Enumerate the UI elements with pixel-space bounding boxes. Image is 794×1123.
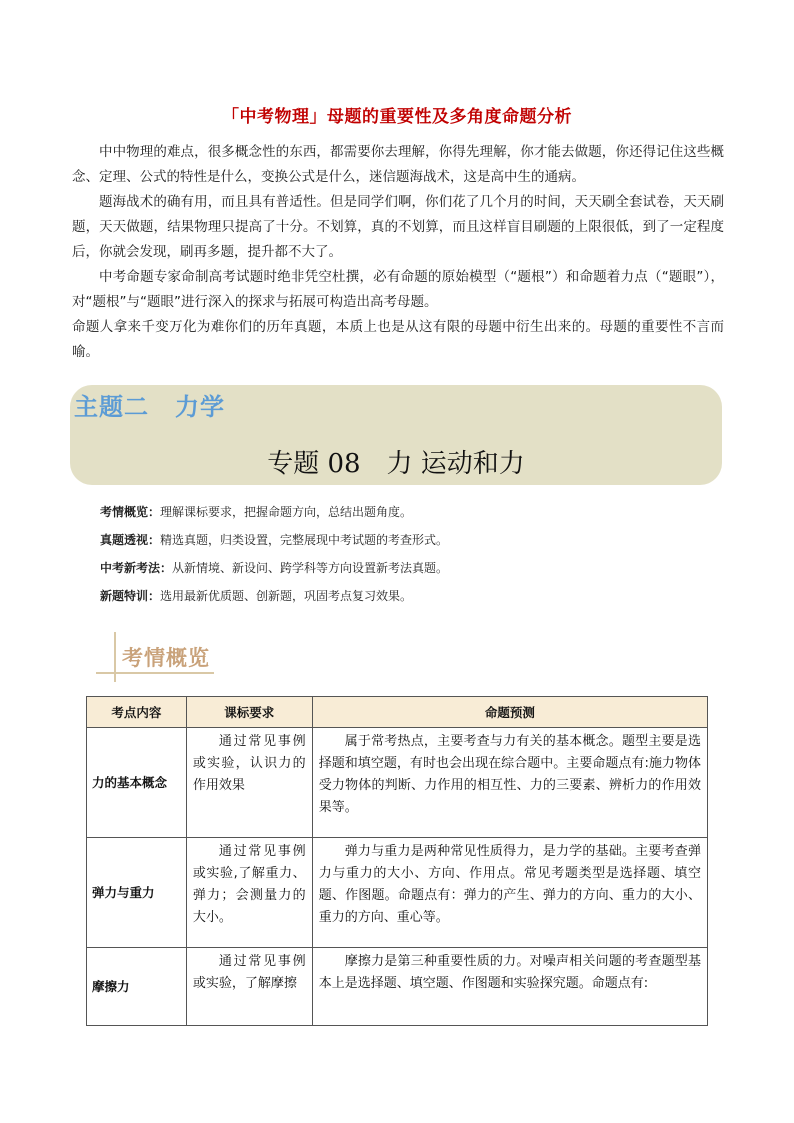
- topic-label-theme: 主题二: [74, 393, 149, 421]
- table-cell-prediction: 摩擦力是第三种重要性质的力。对噪声相关问题的考查题型基本上是选择题、填空题、作图题和实验探究题。命题点有:: [312, 948, 707, 1026]
- table-row: [87, 948, 708, 1026]
- intro-paragraph: 中中物理的难点，很多概念性的东西，都需要你去理解，你得先理解，你才能去做题，你还得记住这些概念、定理、公式的特性是什么，变换公式是什么，迷信题海战术，这是高中生的通病。: [72, 144, 724, 185]
- table-row: [87, 728, 708, 838]
- table-cell-requirement: 通过常见事例或实验，认识力的作用效果: [186, 728, 312, 838]
- section-heading-text: 考情概览: [122, 646, 210, 670]
- table-cell-topic: 力的基本概念: [87, 728, 187, 838]
- intro-section: [72, 140, 724, 365]
- table-row: [87, 838, 708, 948]
- topic-label-subject: 力学: [175, 393, 225, 421]
- intro-paragraph: 命题人拿来千变万化为难你们的历年真题，本质上也是从这有限的母题中衍生出来的。母题的重要性不言而喻。: [72, 319, 724, 360]
- topic-name: 力 运动和力: [386, 449, 525, 479]
- exam-overview-table: [86, 696, 708, 1026]
- table-header-row: [87, 697, 708, 728]
- guide-item: 新题特训：选用最新优质题、创新题，巩固考点复习效果。: [100, 589, 413, 603]
- guide-item: 考情概览：理解课标要求，把握命题方向，总结出题角度。: [100, 505, 413, 519]
- section-heading: [96, 632, 236, 682]
- guide-item: 真题透视：精选真题，归类设置，完整展现中考试题的考查形式。: [100, 533, 449, 547]
- heading-decoration-vertical: [114, 632, 116, 682]
- table-header: 课标要求: [186, 697, 312, 728]
- topic-label: [74, 387, 225, 422]
- topic-title: [70, 443, 722, 480]
- intro-paragraph: 题海战术的确有用，而且具有普适性。但是同学们啊，你们花了几个月的时间，天天刷全套试卷，天天刷题，天天做题，结果物理只提高了十分。不划算，真的不划算，而且这样盲目刷题的上限很低，到了一定程度后，你就会发现，刷再多题，提升都不大了。: [72, 194, 724, 260]
- guide-list: [100, 498, 448, 610]
- table-cell-requirement: 通过常见事例或实验，了解摩擦: [186, 948, 312, 1026]
- page-title: 「中考物理」母题的重要性及多角度命题分析: [222, 107, 572, 127]
- table-cell-requirement: 通过常见事例或实验,了解重力、弹力；会测量力的大小。: [186, 838, 312, 948]
- table-cell-topic: 弹力与重力: [87, 838, 187, 948]
- guide-item: 中考新考法：从新情境、新设问、跨学科等方向设置新考法真题。: [100, 561, 449, 575]
- heading-decoration-horizontal: [96, 672, 214, 674]
- table-header: 命题预测: [312, 697, 707, 728]
- table-cell-prediction: 弹力与重力是两种常见性质得力，是力学的基础。主要考查弹力与重力的大小、方向、作用点。常见考题类型是选择题、填空题、作图题。命题点有：弹力的产生、弹力的方向、重力的大小、重力的方向、重心等。: [312, 838, 707, 948]
- table-cell-topic: 摩擦力: [87, 948, 187, 1026]
- topic-number: 专题 08: [267, 449, 361, 479]
- table-header: 考点内容: [87, 697, 187, 728]
- topic-banner: [70, 385, 722, 485]
- intro-paragraph: 中考命题专家命制高考试题时绝非凭空杜撰，必有命题的原始模型（“题根”）和命题着力点（“题眼”），对“题根”与“题眼”进行深入的探求与拓展可构造出高考母题。: [72, 269, 724, 310]
- table-cell-prediction: 属于常考热点，主要考查与力有关的基本概念。题型主要是选择题和填空题，有时也会出现在综合题中。主要命题点有:施力物体受力物体的判断、力作用的相互性、力的三要素、辨析力的作用效果等。: [312, 728, 707, 838]
